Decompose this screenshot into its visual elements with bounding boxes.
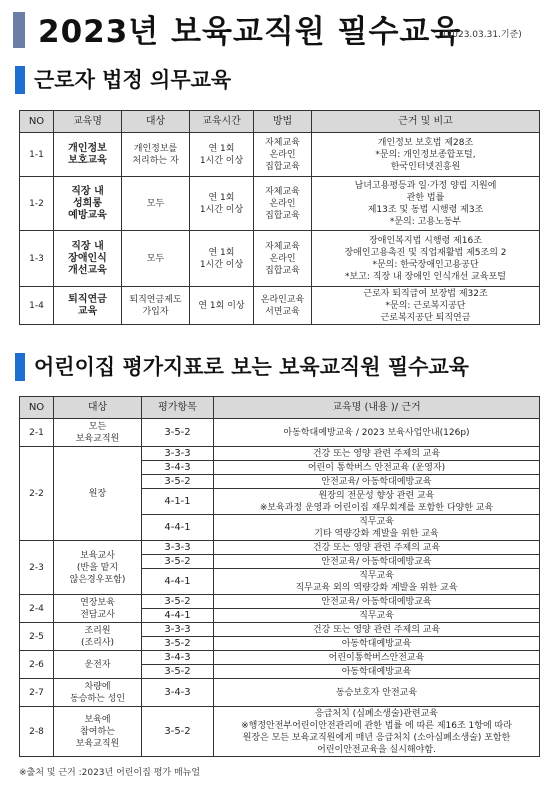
row-name: 직장 내 성희롱 예방교육 — [54, 177, 122, 231]
table-row — [20, 707, 540, 757]
row-education: 건강 또는 영양 관련 주제의 교육 — [214, 541, 540, 555]
row-education: 어린이통학버스안전교육 — [214, 651, 540, 665]
row-target: 조리원 (조리사) — [54, 623, 142, 651]
row-name: 개인정보 보호교육 — [54, 133, 122, 177]
row-no: 1-1 — [20, 133, 54, 177]
row-target: 연장보육 전담교사 — [54, 595, 142, 623]
row-basis: 남녀고용평등과 일·가정 양립 지원에 관한 법률 제13조 및 동법 시행령 제3조 *문의: 고용노동부 — [312, 177, 540, 231]
row-education: 안전교육/ 아동학대예방교육 — [214, 595, 540, 609]
table-row — [20, 133, 540, 177]
table-row — [20, 419, 540, 447]
row-eval-item: 3-5-2 — [142, 707, 214, 757]
row-no: 2-4 — [20, 595, 54, 623]
row-target: 개인정보를 처리하는 자 — [122, 133, 190, 177]
header-item: 평가항목 — [142, 397, 214, 419]
row-education: 아동학대예방교육 — [214, 637, 540, 651]
evaluation-education-table — [19, 396, 540, 757]
header-method: 방법 — [254, 111, 312, 133]
row-eval-item: 3-5-2 — [142, 665, 214, 679]
row-target: 퇴직연금제도 가입자 — [122, 287, 190, 325]
section2-title: 어린이집 평가지표로 보는 보육교직원 필수교육 — [34, 355, 469, 379]
section1-title: 근로자 법정 의무교육 — [34, 68, 232, 92]
row-basis: 근로자 퇴직급여 보장법 제32조 *문의: 근로복지공단 근로복지공단 퇴직연금 — [312, 287, 540, 325]
row-education: 안전교육/ 아동학대예방교육 — [214, 555, 540, 569]
table-row — [20, 651, 540, 665]
row-target: 원장 — [54, 447, 142, 541]
table-row — [20, 679, 540, 707]
header-no: NO — [20, 111, 54, 133]
row-method: 온라인교육 서면교육 — [254, 287, 312, 325]
row-eval-item: 3-5-2 — [142, 419, 214, 447]
row-education: 아동학대예방교육 / 2023 보육사업안내(126p) — [214, 419, 540, 447]
legal-education-table — [19, 110, 540, 325]
row-no: 2-7 — [20, 679, 54, 707]
row-eval-item: 4-4-1 — [142, 515, 214, 541]
row-education: 건강 또는 영양 관련 주제의 교육 — [214, 447, 540, 461]
header-time: 교육시간 — [190, 111, 254, 133]
row-eval-item: 3-5-2 — [142, 475, 214, 489]
row-target: 모두 — [122, 177, 190, 231]
row-target: 보육에 참여하는 보육교직원 — [54, 707, 142, 757]
source-footnote: ※출처 및 근거 :2023년 어린이집 평가 매뉴얼 — [19, 768, 201, 778]
row-target: 모든 보육교직원 — [54, 419, 142, 447]
row-education: 원장의 전문성 향상 관련 교육 ※보육과정 운영과 어린이집 재무회계를 포함한 다양한 교육 — [214, 489, 540, 515]
page-title: 2023년 보육교직원 필수교육 — [38, 14, 462, 50]
row-education: 직무교육 — [214, 609, 540, 623]
row-time: 연 1회 1시간 이상 — [190, 231, 254, 287]
section1-accent-bar — [15, 66, 25, 94]
row-target: 운전자 — [54, 651, 142, 679]
row-target: 보육교사 (반을 맡지 않은경우포함) — [54, 541, 142, 595]
table-row — [20, 623, 540, 637]
row-method: 자체교육 온라인 집합교육 — [254, 177, 312, 231]
row-no: 2-1 — [20, 419, 54, 447]
row-eval-item: 3-4-3 — [142, 651, 214, 665]
row-basis: 개인정보 보호법 제28조 *문의: 개인정보종합포털, 한국인터넷진흥원 — [312, 133, 540, 177]
header-no: NO — [20, 397, 54, 419]
header-target: 대상 — [122, 111, 190, 133]
row-education: 직무교육 직무교육 외의 역량강화 계발을 위한 교육 — [214, 569, 540, 595]
row-name: 직장 내 장애인식 개선교육 — [54, 231, 122, 287]
row-basis: 장애인복지법 시행령 제16조 장애인고용촉진 및 직업재활법 제5조의 2 *문의: 한국장애인고용공단 *보고: 직장 내 장애인 인식개선 교육포털 — [312, 231, 540, 287]
section2-accent-bar — [15, 353, 25, 381]
table-row — [20, 231, 540, 287]
row-eval-item: 4-1-1 — [142, 489, 214, 515]
row-no: 2-6 — [20, 651, 54, 679]
row-eval-item: 3-3-3 — [142, 623, 214, 637]
table-row — [20, 595, 540, 609]
row-education: 아동학대예방교육 — [214, 665, 540, 679]
row-no: 2-5 — [20, 623, 54, 651]
row-time: 연 1회 1시간 이상 — [190, 177, 254, 231]
row-education: 건강 또는 영양 관련 주제의 교육 — [214, 623, 540, 637]
row-no: 2-3 — [20, 541, 54, 595]
row-no: 1-4 — [20, 287, 54, 325]
row-target: 차량에 동승하는 성인 — [54, 679, 142, 707]
title-accent-bar — [13, 12, 25, 48]
header-basis: 근거 및 비고 — [312, 111, 540, 133]
row-education: 안전교육/ 아동학대예방교육 — [214, 475, 540, 489]
row-method: 자체교육 온라인 집합교육 — [254, 133, 312, 177]
row-eval-item: 4-4-1 — [142, 569, 214, 595]
row-time: 연 1회 이상 — [190, 287, 254, 325]
header-target: 대상 — [54, 397, 142, 419]
row-education: 동승보호자 안전교육 — [214, 679, 540, 707]
row-eval-item: 3-5-2 — [142, 555, 214, 569]
row-no: 2-2 — [20, 447, 54, 541]
row-target: 모두 — [122, 231, 190, 287]
table-row — [20, 541, 540, 555]
header-name: 교육명 — [54, 111, 122, 133]
row-eval-item: 3-5-2 — [142, 637, 214, 651]
row-eval-item: 4-4-1 — [142, 609, 214, 623]
header-education: 교육명 (내용 )/ 근거 — [214, 397, 540, 419]
row-education: 어린이 통학버스 안전교육 (운영자) — [214, 461, 540, 475]
date-note: (2023.03.31.기준) — [443, 30, 522, 40]
row-no: 2-8 — [20, 707, 54, 757]
row-no: 1-3 — [20, 231, 54, 287]
row-eval-item: 3-5-2 — [142, 595, 214, 609]
row-name: 퇴직연금 교육 — [54, 287, 122, 325]
row-eval-item: 3-4-3 — [142, 679, 214, 707]
table-row — [20, 447, 540, 461]
table-row — [20, 287, 540, 325]
row-education: 응급처치 (심폐소생술)관련교육 ※행정안전부어린이안전관리에 관한 법률 에 따른 제16조 1항에 따라 원장은 모든 보육교직원에게 매년 응급처치 (소아심폐소생술) 포함한 어린이안전교육을 실시해야함. — [214, 707, 540, 757]
row-eval-item: 3-3-3 — [142, 447, 214, 461]
row-eval-item: 3-4-3 — [142, 461, 214, 475]
table-row — [20, 177, 540, 231]
row-education: 직무교육 기타 역량강화 계발을 위한 교육 — [214, 515, 540, 541]
row-no: 1-2 — [20, 177, 54, 231]
row-eval-item: 3-3-3 — [142, 541, 214, 555]
row-time: 연 1회 1시간 이상 — [190, 133, 254, 177]
row-method: 자체교육 온라인 집합교육 — [254, 231, 312, 287]
